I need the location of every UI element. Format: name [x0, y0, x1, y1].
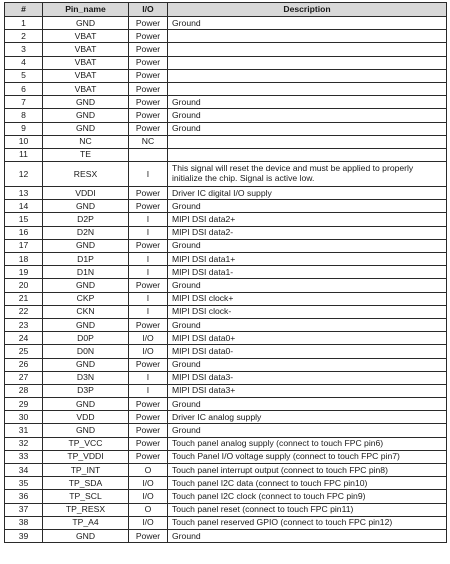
pin-number-cell: 34	[5, 464, 43, 477]
pin-description-cell: Ground	[168, 529, 447, 542]
table-row	[5, 332, 447, 345]
table-row	[5, 17, 447, 30]
table-row	[5, 82, 447, 95]
pin-number-cell: 13	[5, 187, 43, 200]
pin-number-cell: 2	[5, 30, 43, 43]
header-number: #	[5, 3, 43, 17]
pin-description-cell: Ground	[168, 200, 447, 213]
pin-io-cell: Power	[129, 450, 168, 463]
table-header-row	[5, 3, 447, 17]
table-row	[5, 318, 447, 331]
pin-name-cell: GND	[43, 96, 129, 109]
pin-description-cell: MIPI DSI data2+	[168, 213, 447, 226]
pin-assignment-table	[4, 2, 447, 543]
pin-name-cell: D1P	[43, 253, 129, 266]
pin-io-cell: Power	[129, 187, 168, 200]
pin-number-cell: 37	[5, 503, 43, 516]
pin-description-cell: Touch panel I2C data (connect to touch FPC pin10)	[168, 477, 447, 490]
pin-io-cell: Power	[129, 411, 168, 424]
pin-name-cell: GND	[43, 200, 129, 213]
table-row	[5, 384, 447, 397]
pin-io-cell: I	[129, 384, 168, 397]
pin-name-cell: TP_A4	[43, 516, 129, 529]
pin-number-cell: 18	[5, 253, 43, 266]
pin-number-cell: 39	[5, 529, 43, 542]
pin-io-cell: Power	[129, 69, 168, 82]
pin-number-cell: 31	[5, 424, 43, 437]
pin-number-cell: 16	[5, 226, 43, 239]
table-row	[5, 69, 447, 82]
pin-description-cell: Ground	[168, 109, 447, 122]
pin-name-cell: D0N	[43, 345, 129, 358]
table-row	[5, 398, 447, 411]
table-row	[5, 109, 447, 122]
table-row	[5, 358, 447, 371]
pin-io-cell: Power	[129, 56, 168, 69]
pin-number-cell: 19	[5, 266, 43, 279]
pin-description-cell: Touch panel I2C clock (connect to touch FPC pin9)	[168, 490, 447, 503]
table-row	[5, 148, 447, 161]
pin-name-cell: GND	[43, 318, 129, 331]
pin-name-cell: D3N	[43, 371, 129, 384]
pin-io-cell: I	[129, 371, 168, 384]
pin-io-cell: Power	[129, 279, 168, 292]
pin-name-cell: VBAT	[43, 82, 129, 95]
pin-number-cell: 24	[5, 332, 43, 345]
pin-description-cell: MIPI DSI data3-	[168, 371, 447, 384]
pin-io-cell: Power	[129, 17, 168, 30]
header-pin-name: Pin_name	[43, 3, 129, 17]
pin-description-cell: Ground	[168, 96, 447, 109]
pin-name-cell: D2N	[43, 226, 129, 239]
pin-name-cell: VBAT	[43, 43, 129, 56]
pin-description-cell	[168, 43, 447, 56]
pin-name-cell: D0P	[43, 332, 129, 345]
table-body	[5, 17, 447, 543]
pin-description-cell	[168, 135, 447, 148]
pin-description-cell: Touch panel reset (connect to touch FPC pin11)	[168, 503, 447, 516]
pin-description-cell: Ground	[168, 358, 447, 371]
pin-io-cell: Power	[129, 122, 168, 135]
pin-io-cell: I/O	[129, 490, 168, 503]
pin-name-cell: RESX	[43, 162, 129, 187]
pin-io-cell: Power	[129, 398, 168, 411]
pin-description-cell: MIPI DSI data0-	[168, 345, 447, 358]
pin-io-cell: I/O	[129, 345, 168, 358]
pin-name-cell: GND	[43, 424, 129, 437]
pin-number-cell: 10	[5, 135, 43, 148]
pin-name-cell: CKN	[43, 305, 129, 318]
pin-description-cell: Ground	[168, 318, 447, 331]
pin-io-cell: I	[129, 292, 168, 305]
pin-number-cell: 20	[5, 279, 43, 292]
pin-number-cell: 38	[5, 516, 43, 529]
pin-io-cell: Power	[129, 437, 168, 450]
pin-name-cell: GND	[43, 122, 129, 135]
pin-description-cell: Driver IC analog supply	[168, 411, 447, 424]
pin-number-cell: 11	[5, 148, 43, 161]
table-row	[5, 490, 447, 503]
pin-io-cell: Power	[129, 200, 168, 213]
pin-io-cell: I	[129, 226, 168, 239]
pin-name-cell: VBAT	[43, 30, 129, 43]
pin-description-cell: Ground	[168, 398, 447, 411]
pin-io-cell: Power	[129, 358, 168, 371]
table-row	[5, 345, 447, 358]
pin-io-cell: I	[129, 305, 168, 318]
table-row	[5, 239, 447, 252]
pin-number-cell: 3	[5, 43, 43, 56]
table-row	[5, 200, 447, 213]
pin-description-cell	[168, 82, 447, 95]
table-row	[5, 424, 447, 437]
pin-number-cell: 25	[5, 345, 43, 358]
pin-description-cell: Touch panel interrupt output (connect to touch FPC pin8)	[168, 464, 447, 477]
pin-io-cell: Power	[129, 239, 168, 252]
table-row	[5, 56, 447, 69]
pin-description-cell: Ground	[168, 122, 447, 135]
pin-number-cell: 14	[5, 200, 43, 213]
table-row	[5, 292, 447, 305]
table-row	[5, 96, 447, 109]
pin-io-cell: I	[129, 162, 168, 187]
pin-number-cell: 7	[5, 96, 43, 109]
pin-description-cell: Ground	[168, 17, 447, 30]
pin-io-cell: I	[129, 253, 168, 266]
table-row	[5, 30, 447, 43]
pin-name-cell: D3P	[43, 384, 129, 397]
pin-description-cell: MIPI DSI data1-	[168, 266, 447, 279]
pin-number-cell: 8	[5, 109, 43, 122]
table-row	[5, 226, 447, 239]
pin-number-cell: 4	[5, 56, 43, 69]
table-row	[5, 43, 447, 56]
pin-number-cell: 12	[5, 162, 43, 187]
pin-io-cell: I	[129, 213, 168, 226]
table-row	[5, 162, 447, 187]
pin-io-cell: I/O	[129, 332, 168, 345]
pin-io-cell: Power	[129, 96, 168, 109]
pin-number-cell: 5	[5, 69, 43, 82]
pin-table-document	[4, 2, 446, 543]
table-row	[5, 529, 447, 542]
pin-description-cell: MIPI DSI data1+	[168, 253, 447, 266]
pin-description-cell: MIPI DSI clock-	[168, 305, 447, 318]
pin-io-cell: I/O	[129, 477, 168, 490]
pin-name-cell: VBAT	[43, 56, 129, 69]
pin-number-cell: 28	[5, 384, 43, 397]
pin-name-cell: GND	[43, 239, 129, 252]
pin-name-cell: D2P	[43, 213, 129, 226]
pin-io-cell: I/O	[129, 516, 168, 529]
pin-description-cell: Touch panel analog supply (connect to touch FPC pin6)	[168, 437, 447, 450]
pin-name-cell: D1N	[43, 266, 129, 279]
pin-number-cell: 23	[5, 318, 43, 331]
pin-io-cell: Power	[129, 43, 168, 56]
table-row	[5, 437, 447, 450]
pin-description-cell: Driver IC digital I/O supply	[168, 187, 447, 200]
pin-io-cell: Power	[129, 424, 168, 437]
pin-io-cell: O	[129, 503, 168, 516]
pin-description-cell	[168, 30, 447, 43]
pin-name-cell: TP_RESX	[43, 503, 129, 516]
pin-number-cell: 9	[5, 122, 43, 135]
table-row	[5, 464, 447, 477]
pin-name-cell: TP_SCL	[43, 490, 129, 503]
pin-number-cell: 1	[5, 17, 43, 30]
pin-name-cell: GND	[43, 17, 129, 30]
table-row	[5, 213, 447, 226]
pin-io-cell: NC	[129, 135, 168, 148]
pin-io-cell	[129, 148, 168, 161]
table-row	[5, 253, 447, 266]
pin-description-cell: MIPI DSI data2-	[168, 226, 447, 239]
pin-name-cell: GND	[43, 529, 129, 542]
pin-description-cell: Ground	[168, 239, 447, 252]
pin-description-cell	[168, 56, 447, 69]
pin-io-cell: Power	[129, 109, 168, 122]
pin-description-cell: MIPI DSI data0+	[168, 332, 447, 345]
pin-name-cell: GND	[43, 109, 129, 122]
pin-io-cell: Power	[129, 30, 168, 43]
pin-name-cell: TP_SDA	[43, 477, 129, 490]
pin-name-cell: GND	[43, 279, 129, 292]
pin-number-cell: 17	[5, 239, 43, 252]
pin-description-cell: Touch Panel I/O voltage supply (connect to touch FPC pin7)	[168, 450, 447, 463]
pin-number-cell: 26	[5, 358, 43, 371]
pin-description-cell	[168, 148, 447, 161]
table-row	[5, 266, 447, 279]
pin-name-cell: CKP	[43, 292, 129, 305]
pin-name-cell: TP_VDDI	[43, 450, 129, 463]
table-row	[5, 371, 447, 384]
table-row	[5, 411, 447, 424]
pin-name-cell: VBAT	[43, 69, 129, 82]
table-row	[5, 516, 447, 529]
pin-name-cell: GND	[43, 358, 129, 371]
table-row	[5, 450, 447, 463]
pin-description-cell: Ground	[168, 279, 447, 292]
pin-name-cell: TP_VCC	[43, 437, 129, 450]
table-row	[5, 187, 447, 200]
header-description: Description	[168, 3, 447, 17]
pin-io-cell: I	[129, 266, 168, 279]
table-row	[5, 503, 447, 516]
pin-number-cell: 30	[5, 411, 43, 424]
pin-number-cell: 29	[5, 398, 43, 411]
pin-number-cell: 35	[5, 477, 43, 490]
pin-number-cell: 6	[5, 82, 43, 95]
pin-io-cell: Power	[129, 529, 168, 542]
pin-io-cell: O	[129, 464, 168, 477]
pin-name-cell: VDD	[43, 411, 129, 424]
pin-number-cell: 15	[5, 213, 43, 226]
pin-io-cell: Power	[129, 82, 168, 95]
header-io: I/O	[129, 3, 168, 17]
pin-description-cell: Ground	[168, 424, 447, 437]
pin-number-cell: 33	[5, 450, 43, 463]
table-row	[5, 279, 447, 292]
pin-number-cell: 27	[5, 371, 43, 384]
pin-number-cell: 21	[5, 292, 43, 305]
table-row	[5, 305, 447, 318]
pin-description-cell: MIPI DSI data3+	[168, 384, 447, 397]
table-row	[5, 135, 447, 148]
pin-description-cell: Touch panel reserved GPIO (connect to touch FPC pin12)	[168, 516, 447, 529]
pin-name-cell: GND	[43, 398, 129, 411]
pin-description-cell: MIPI DSI clock+	[168, 292, 447, 305]
table-row	[5, 122, 447, 135]
pin-description-cell	[168, 69, 447, 82]
pin-number-cell: 32	[5, 437, 43, 450]
pin-number-cell: 22	[5, 305, 43, 318]
pin-number-cell: 36	[5, 490, 43, 503]
pin-name-cell: VDDI	[43, 187, 129, 200]
pin-name-cell: TP_INT	[43, 464, 129, 477]
table-row	[5, 477, 447, 490]
pin-description-cell: This signal will reset the device and must be applied to properly initialize the chip. Signal is active low.	[168, 162, 447, 187]
pin-io-cell: Power	[129, 318, 168, 331]
pin-name-cell: TE	[43, 148, 129, 161]
pin-name-cell: NC	[43, 135, 129, 148]
